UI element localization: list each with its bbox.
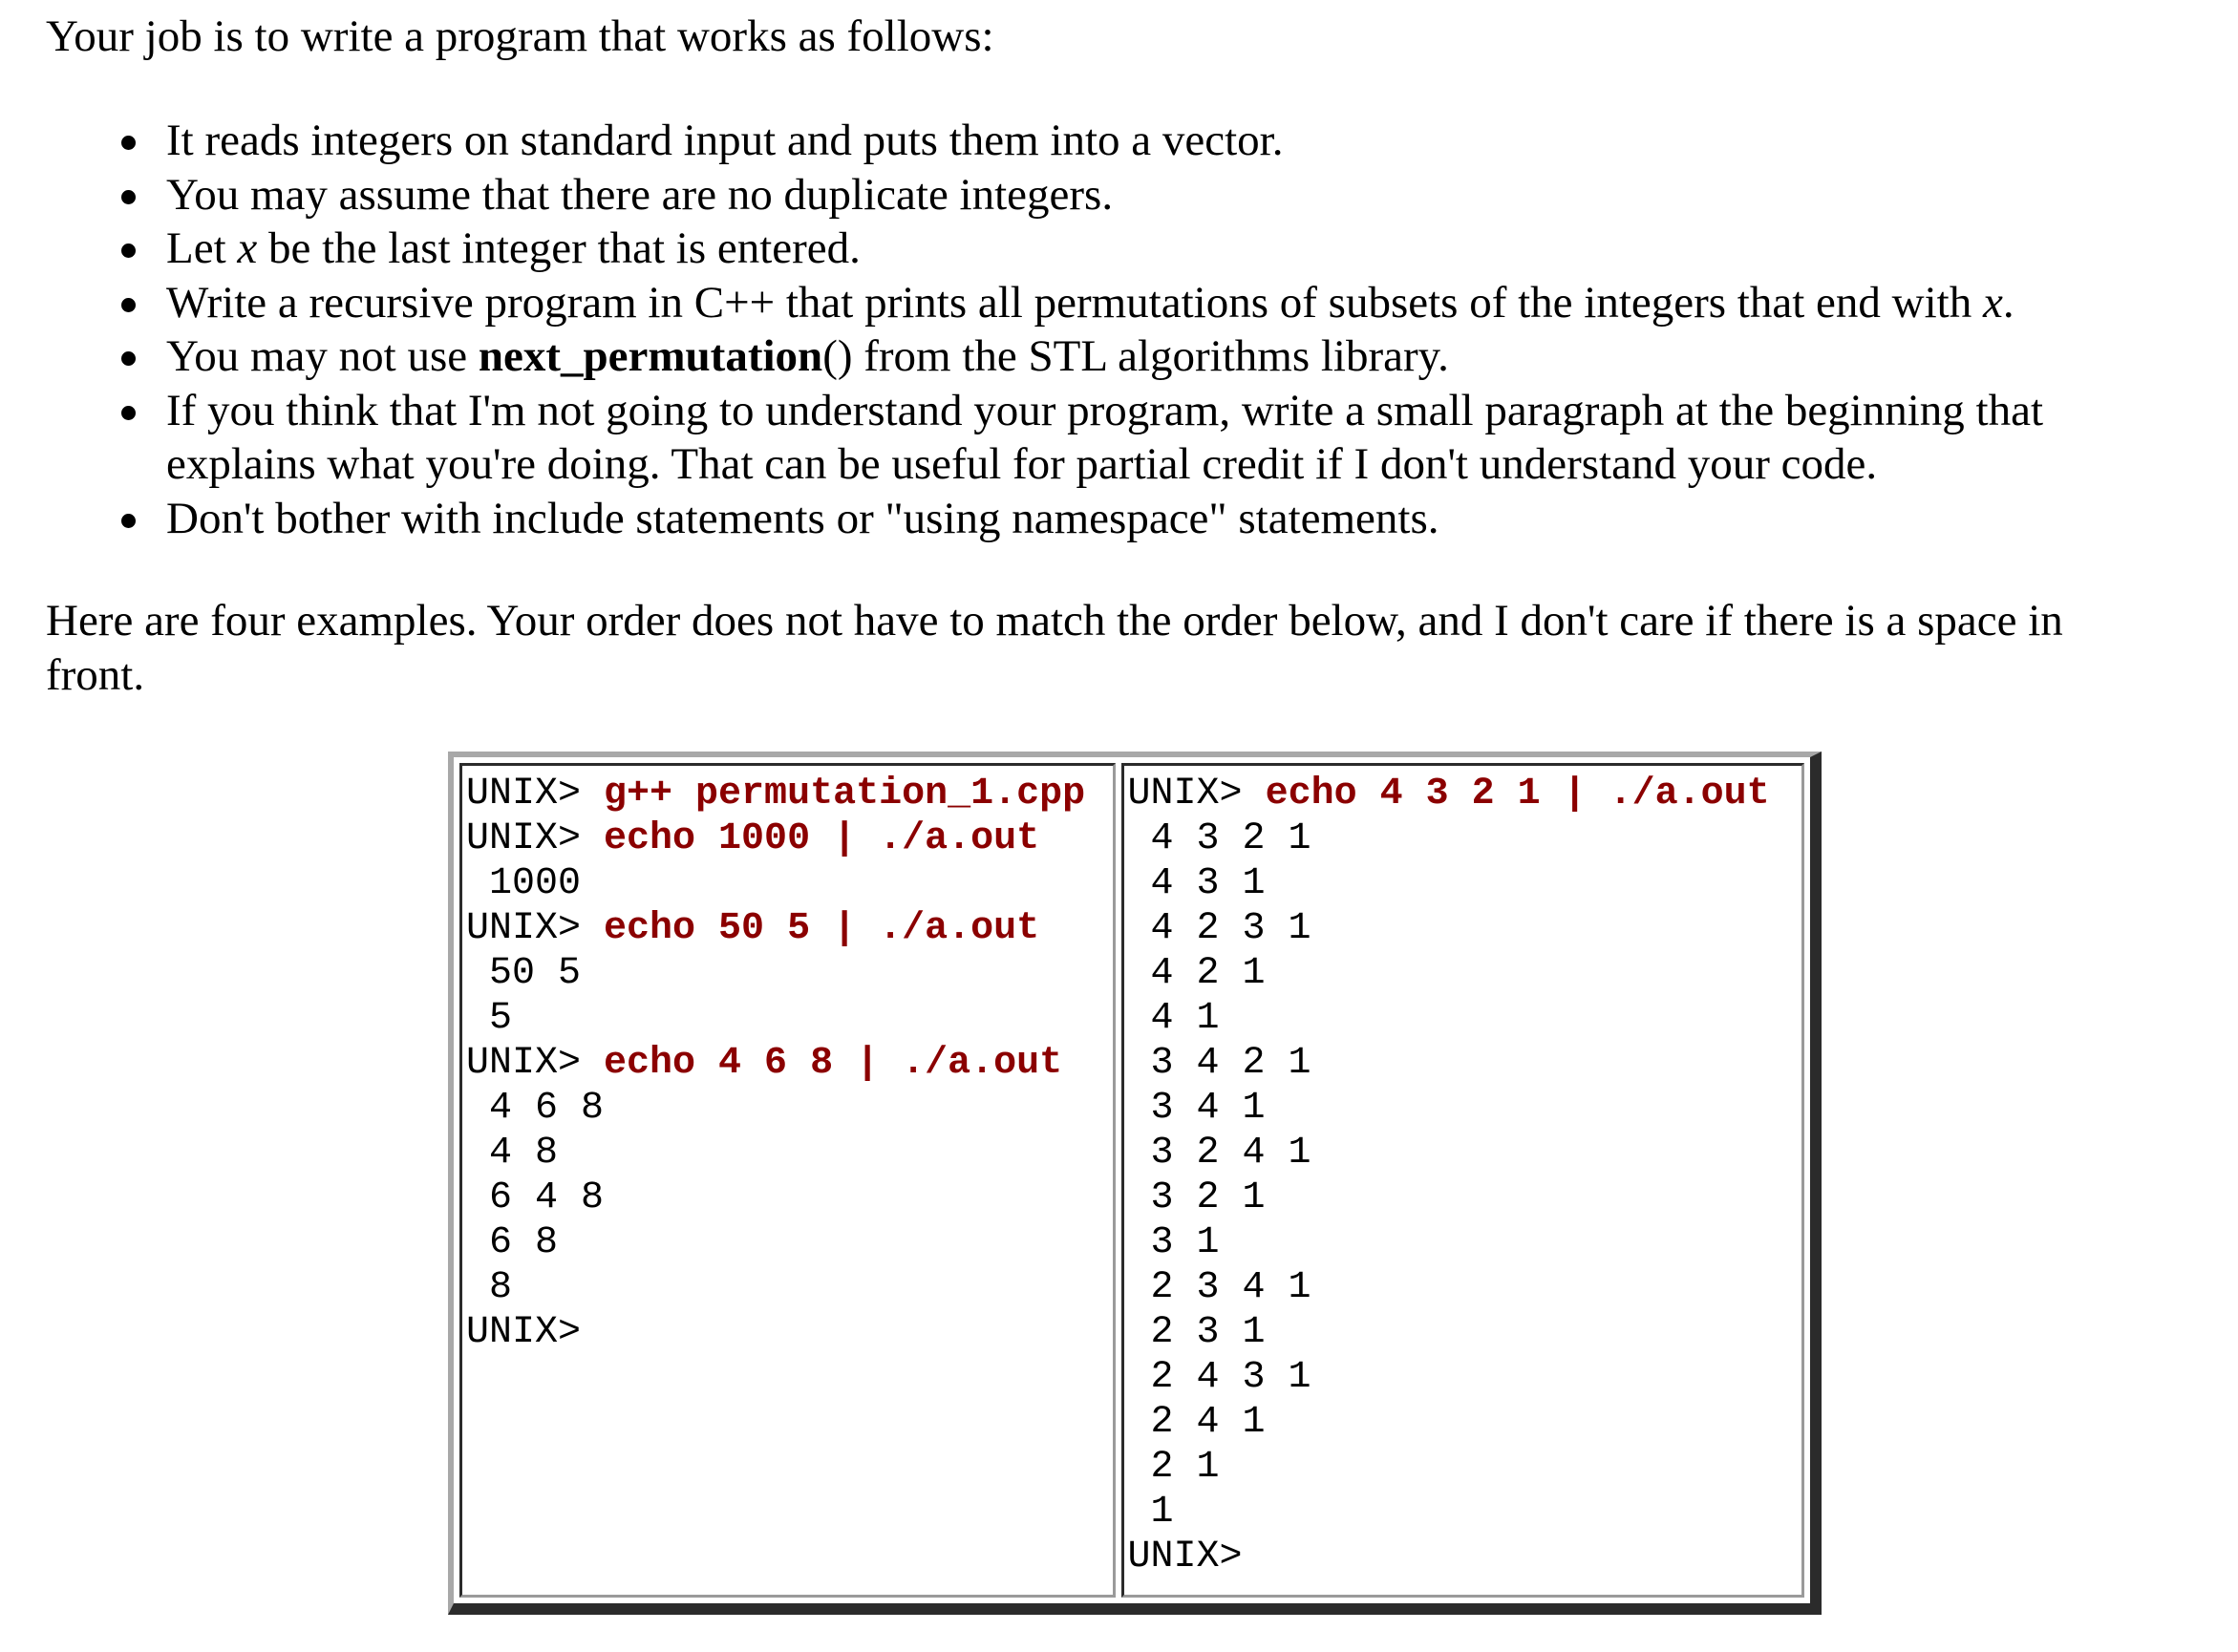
- terminal-output: 3 2 4 1: [1127, 1132, 1311, 1175]
- requirement-item: [46, 168, 2214, 222]
- terminal-output: 2 4 3 1: [1127, 1356, 1311, 1399]
- terminal-line: [1128, 1535, 1798, 1579]
- terminal-command: echo 4 6 8 | ./a.out: [604, 1042, 1063, 1085]
- terminal-line: [1128, 951, 1798, 996]
- requirements-list: [46, 114, 2214, 545]
- terminal-line: [1128, 1400, 1798, 1445]
- terminal-line: [466, 1041, 1109, 1086]
- terminal-cell-left: [459, 763, 1116, 1598]
- terminal-line: [1128, 1175, 1798, 1220]
- terminal-output: 3 4 2 1: [1127, 1042, 1311, 1085]
- terminal-output: 6 4 8: [466, 1176, 605, 1219]
- terminal-command: echo 50 5 | ./a.out: [604, 907, 1040, 950]
- terminal-output: 2 4 1: [1127, 1401, 1266, 1444]
- terminal-line: [1128, 1041, 1798, 1086]
- terminal-line: [1128, 996, 1798, 1041]
- requirement-item: [46, 329, 2214, 384]
- terminal-line: [466, 906, 1109, 951]
- bullet-icon: [121, 190, 136, 204]
- bullet-icon: [121, 351, 136, 366]
- terminal-line: [466, 1131, 1109, 1175]
- examples-paragraph: Here are four examples. Your order does not have to match the order below, and I don't care if there is a space in front.: [46, 596, 2063, 700]
- bullet-icon: [121, 136, 136, 150]
- terminal-output: 4 2 1: [1127, 952, 1266, 995]
- requirement-text: It reads integers on standard input and puts them into a vector.: [166, 116, 1284, 165]
- terminal-line: [1128, 816, 1798, 861]
- terminal-examples-table: [448, 752, 1822, 1615]
- terminal-output: 3 4 1: [1127, 1087, 1266, 1130]
- terminal-line: [1128, 906, 1798, 951]
- terminal-line: [1128, 1220, 1798, 1265]
- terminal-output: 1000: [466, 862, 582, 905]
- terminal-line: [1128, 861, 1798, 906]
- terminal-output: 3 2 1: [1127, 1176, 1266, 1219]
- requirement-text: Write a recursive program in C++ that prints all permutations of subsets of the integers that end with x.: [166, 277, 2014, 328]
- bullet-icon: [121, 514, 136, 528]
- bullet-icon: [121, 406, 136, 420]
- terminal-line: [1128, 1355, 1798, 1400]
- terminal-output: 4 1: [1127, 997, 1220, 1040]
- terminal-line: [1128, 1445, 1798, 1490]
- intro-paragraph: Your job is to write a program that works as follows:: [46, 11, 994, 61]
- terminal-prompt: UNIX>: [1127, 773, 1266, 815]
- terminal-output: 2 3 1: [1127, 1311, 1266, 1354]
- terminal-line: [466, 816, 1109, 861]
- requirement-text: You may not use next_permutation() from the STL algorithms library.: [166, 331, 1449, 381]
- terminal-line: [1128, 1310, 1798, 1355]
- requirement-text: Let x be the last integer that is entered.: [166, 223, 861, 273]
- function-name: next_permutation: [478, 331, 823, 381]
- terminal-line: [466, 1086, 1109, 1131]
- variable-x: x: [1982, 277, 2003, 328]
- requirement-text: If you think that I'm not going to understand your program, write a small paragraph at the beginning that: [166, 385, 2044, 435]
- requirement-item: [46, 114, 2214, 168]
- terminal-line: [466, 861, 1109, 906]
- terminal-command: g++ permutation_1.cpp: [604, 773, 1086, 815]
- terminal-output: 4 8: [466, 1132, 559, 1175]
- terminal-prompt: UNIX>: [466, 1311, 582, 1354]
- requirement-text: explains what you're doing. That can be useful for partial credit if I don't understand your code.: [166, 439, 1878, 489]
- terminal-prompt: UNIX>: [1127, 1536, 1243, 1578]
- terminal-line: [466, 772, 1109, 816]
- requirement-text: You may assume that there are no duplicate integers.: [166, 169, 1114, 220]
- requirement-item: [46, 222, 2214, 276]
- terminal-output: 4 3 1: [1127, 862, 1266, 905]
- terminal-line: [1128, 1265, 1798, 1310]
- terminal-prompt: UNIX>: [466, 907, 605, 950]
- terminal-output: 8: [466, 1266, 513, 1309]
- terminal-line: [466, 1175, 1109, 1220]
- terminal-line: [1128, 772, 1798, 816]
- terminal-output: 4 2 3 1: [1127, 907, 1311, 950]
- terminal-prompt: UNIX>: [466, 1042, 605, 1085]
- terminal-prompt: UNIX>: [466, 817, 605, 860]
- terminal-output: 3 1: [1127, 1221, 1220, 1264]
- terminal-command: echo 1000 | ./a.out: [604, 817, 1040, 860]
- terminal-output: 4 3 2 1: [1127, 817, 1311, 860]
- terminal-prompt: UNIX>: [466, 773, 605, 815]
- terminal-line: [466, 1220, 1109, 1265]
- requirement-item: [46, 384, 2214, 492]
- terminal-output: 2 3 4 1: [1127, 1266, 1311, 1309]
- bullet-icon: [121, 244, 136, 258]
- terminal-line: [466, 1310, 1109, 1355]
- terminal-output: 2 1: [1127, 1446, 1220, 1489]
- bullet-icon: [121, 298, 136, 312]
- requirement-item: [46, 492, 2214, 546]
- terminal-cell-right: [1121, 763, 1804, 1598]
- terminal-line: [466, 1265, 1109, 1310]
- requirement-item: [46, 276, 2214, 330]
- terminal-output: 1: [1127, 1491, 1174, 1534]
- terminal-line: [1128, 1131, 1798, 1175]
- terminal-line: [466, 996, 1109, 1041]
- terminal-line: [1128, 1086, 1798, 1131]
- terminal-command: echo 4 3 2 1 | ./a.out: [1265, 773, 1770, 815]
- terminal-output: 50 5: [466, 952, 582, 995]
- terminal-line: [466, 951, 1109, 996]
- terminal-output: 5: [466, 997, 513, 1040]
- requirement-text: Don't bother with include statements or "using namespace" statements.: [166, 493, 1439, 543]
- terminal-line: [1128, 1490, 1798, 1535]
- variable-x: x: [237, 223, 258, 273]
- terminal-output: 4 6 8: [466, 1087, 605, 1130]
- terminal-output: 6 8: [466, 1221, 559, 1264]
